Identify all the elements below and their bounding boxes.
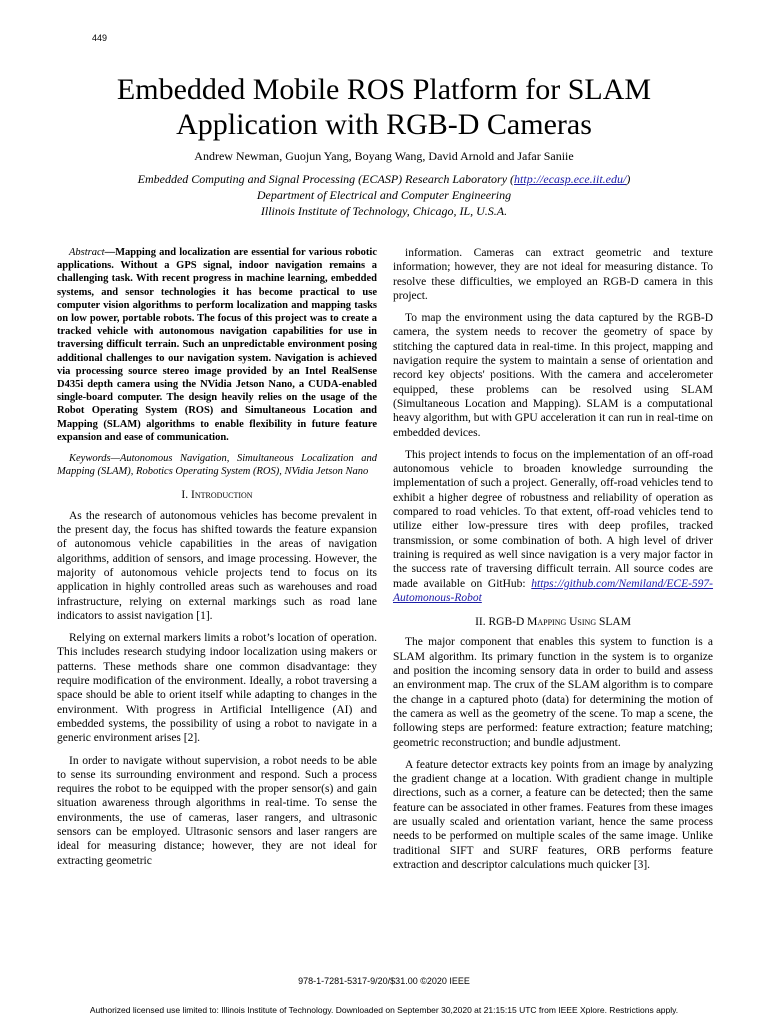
page-number: 449: [92, 33, 108, 43]
title-line-2: Application with RGB-D Cameras: [176, 108, 592, 141]
affiliation-lab: [40, 171, 728, 187]
affiliation-department: Department of Electrical and Computer Engineering: [256, 188, 512, 202]
abstract: [57, 246, 377, 444]
affiliation: [40, 171, 728, 219]
affiliation-institution: Illinois Institute of Technology, Chicago, IL, U.S.A.: [260, 204, 508, 218]
affiliation-lab-text: Embedded Computing and Signal Processing (ECASP) Research Laboratory (: [137, 172, 515, 186]
title-line-1: Embedded Mobile ROS Platform for SLAM: [116, 73, 652, 106]
body-paragraph: As the research of autonomous vehicles has become prevalent in the present day, the focus has shifted towards the feature expansion of autonomous vehicle capabilities in the areas of navigation algorithms, addition of sensors, and image processing. However, the majority of autonomous vehicle projects tend to focus on its application in highly controlled areas such as warehouses and road infrastructure, relying on external markings such as road lane indicators to assist navigation [1].: [57, 509, 377, 622]
abstract-label: Abstract: [69, 247, 105, 258]
body-paragraph: In order to navigate without supervision, a robot needs to be able to sense its surrounding environment and respond. Such a process requires the robot to be equipped with the proper sensor(s) and gain situation awareness through algorithms in real-time. To sense the environments, the use of cameras, laser rangers, and ultrasonic sensors can be employed. Ultrasonic sensors and laser rangers are ideal for measuring distance; however, they are not ideal for extracting geometric: [57, 754, 377, 867]
abstract-text: —Mapping and localization are essential for various robotic applications. Without a GPS signal, indoor navigation remains a challenging task. With recent progress in machine learning, embedded systems, and sensor technologies it has become practical to use computer vision algorithms to perform localization and mapping tasks on low power, portable robots. The focus of this project was to create a tracked vehicle with autonomous navigation capabilities for use in traversing difficult terrain. Such an unpredictable environment posing additional challenges to our navigation system. Navigation is achieved via processing source stereo image provided by an Intel RealSense D435i depth camera using the NVidia Jetson Nano, a CUDA-enabled single-board computer. The design heavily relies on the usage of the Robot Operating System (ROS) and Simultaneous Location and Mapping (SLAM) algorithms to enable flexibility in future feature expansion and ease of communication.: [57, 247, 377, 443]
right-column: [393, 246, 713, 880]
body-paragraph: information. Cameras can extract geometric and texture information; however, they are not ideal for measuring distance. To resolve these difficulties, we employed an RGB-D camera in this project.: [393, 247, 713, 302]
lab-website-link[interactable]: http://ecasp.ece.iit.edu/: [514, 172, 627, 186]
body-paragraph: The major component that enables this system to function is a SLAM algorithm. Its primary function in the system is to organize and position the incoming sensory data in order to build and assess an environment map. The crux of the SLAM algorithm is to compare the change in a captured photo (data) for determining the motion of the camera as well as the geometry of the scene. To map a scene, the following steps are performed: feature extraction; feature matching; geometric reconstruction; and bundle adjustment.: [393, 636, 713, 749]
body-paragraph: To map the environment using the data captured by the RGB-D camera, the system needs to recover the geometry of space by stitching the captured data in real-time. In this project, mapping and navigation require the system to maintain a sense of orientation and record key objects' positions. With the camera and accelerometer equipped, these problems can be resolved using SLAM (Simultaneous Location and Mapping). SLAM is a computational heavy algorithm, but with GPU acceleration it can run in real-time on embedded devices.: [393, 312, 713, 439]
paper-title: [40, 72, 728, 142]
footer-isbn: 978-1-7281-5317-9/20/$31.00 ©2020 IEEE: [298, 976, 470, 986]
left-column: [57, 246, 377, 876]
affiliation-lab-close: ): [626, 172, 631, 186]
github-link[interactable]: https://github.com/Nemiland/ECE-597-Automonous-Robot: [393, 577, 714, 604]
keywords: Keywords—Autonomous Navigation, Simultaneous Localization and Mapping (SLAM), Robotics Operating System (ROS), NVidia Jetson Nano: [57, 453, 377, 478]
body-paragraph: A feature detector extracts key points from an image by analyzing the gradient change at a location. With gradient change in multiple directions, such as a corner, a feature can be detected; then the same feature can be associated in other frames. Features from these images are usually scaled and orientation variant, hence the same process needs to be performed on multiple scales of the same image. Unlike traditional SIFT and SURF features, ORB performs feature extraction and descriptor calculations much quicker [3].: [393, 758, 713, 871]
github-paragraph-text: This project intends to focus on the implementation of an off-road autonomous vehicle to broaden knowledge surrounding the implementation of such a project. Generally, off-road vehicles tend to exhibit a higher degree of robustness and reliability of operation as compared to road vehicles. To that extent, off-road vehicles tend to utilize either low-pressure tires with deep profiles, tracked transmission, or some combination of both. A high level of driver training is required as well since navigation is a very major factor in the success rate of traversing difficult terrain. All source codes are made available on GitHub:: [393, 448, 713, 590]
section-heading-rgbd-mapping: II. RGB-D Mapping Using SLAM: [475, 616, 631, 629]
footer-license: Authorized licensed use limited to: Illinois Institute of Technology. Downloaded on September 30,2020 at 21:15:15 UTC from IEEE Xplore. Restrictions apply.: [89, 1005, 679, 1015]
body-paragraph: Relying on external markers limits a robot’s location of operation. This includes research studying indoor localization using makers or patterns. These methods share one common disadvantage: they require modification of the environment. Ideally, a robot traversing a space should be able to orient itself while adapting to changes in the environment. With progress in Artificial Intelligence (AI) and embedded systems, the possibility of using a robot to navigate in a generic environment arises [2].: [57, 632, 377, 745]
author-list: Andrew Newman, Guojun Yang, Boyang Wang, David Arnold and Jafar Saniie: [194, 149, 574, 163]
body-paragraph-github: [393, 448, 713, 605]
section-heading-introduction: I. Introduction: [181, 489, 253, 502]
